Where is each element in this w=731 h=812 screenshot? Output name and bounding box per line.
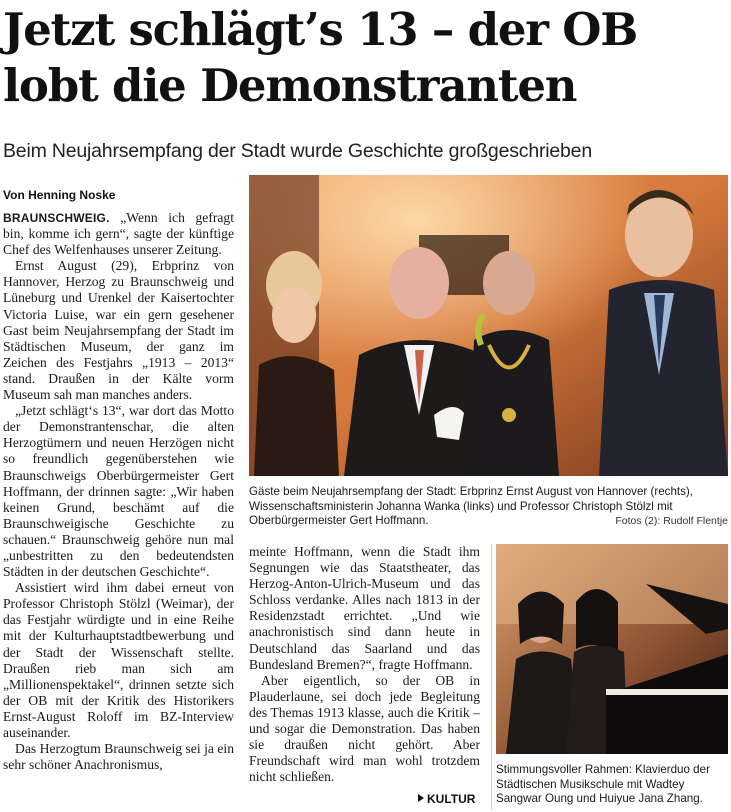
reception-photo-illustration [249, 175, 728, 476]
byline: Von Henning Noske [3, 188, 116, 202]
article-column-1 [3, 210, 234, 810]
piano-duo-photo-illustration [496, 544, 728, 754]
photo-credit: Fotos (2): Rudolf Flentje [615, 515, 728, 527]
dateline: BRAUNSCHWEIG. [3, 211, 110, 225]
paragraph-1-text: „Wenn ich gefragt bin, komme ich gern“, sagte der künftige Chef des Welfenhauses unserer Zeitung. [3, 210, 234, 258]
photo-piano-duo [496, 544, 728, 754]
arrow-right-icon [418, 794, 424, 802]
photo-caption-piano: Stimmungsvoller Rahmen: Klavierduo der Städtischen Musikschule mit Wadtey Sangwar Oung und Huiyue Jana Zhang. [496, 763, 710, 805]
headline: Jetzt schlägt’s 13 – der OB lobt die Demonstranten [3, 3, 638, 112]
column-divider [491, 544, 492, 810]
paragraph-7: Aber eigentlich, so der OB in Plauderlaune, sei doch jede Begleitung des Themas 1913 klasse, auch die Kritik – und sogar die Demonstration. Das haben sie draußen nicht gehört. Aber Freundschaft wird man wohl trotzdem nicht schließen. [249, 672, 480, 784]
paragraph-6: meinte Hoffmann, wenn die Stadt ihm Segnungen wie das Staatstheater, das Herzog-Anton-Ulrich-Museum und das Schloss verdanke. Alles nach 1813 in der Residenzstadt errichtet. „Und wie anachronistisch sind dann heute in Deutschland das Saarland und das Bundesland Bremen?“, fragte Hoffmann. [249, 544, 480, 672]
paragraph-5: Das Herzogtum Braunschweig sei ja ein sehr schöner Anachronismus, [3, 741, 234, 773]
article-column-2 [249, 544, 480, 784]
paragraph-4: Assistiert wird ihm dabei erneut von Professor Christoph Stölzl (Weimar), der das Festjahr würdigte und in eine Reihe mit der Kulturhauptstadtbewerbung und der Stadt der Wissenschaft stellte. Draußen rieb man sich am „Millionenspektakel“, drinnen setzte sich der OB mit der Kritik des Historikers Ernst-August Roloff im BZ-Interview auseinander. [3, 580, 234, 740]
subheadline: Beim Neujahrsempfang der Stadt wurde Geschichte großgeschrieben [3, 140, 592, 162]
paragraph-2: Ernst August (29), Erbprinz von Hannover, Herzog zu Braunschweig und Lüneburg und Urenkel der Kaisertochter Victoria Luise, war ein gern gesehener Gast beim Neujahrsempfang der Stadt im Städtischen Museum, der ganz im Zeichen des Festjahrs „1913 – 2013“ stand. Draußen in der Kälte vorm Museum sah man manches anders. [3, 258, 234, 403]
section-reference-label: KULTUR [427, 792, 476, 806]
photo-caption-reception: Gäste beim Neujahrsempfang der Stadt: Erbprinz Ernst August von Hannover (rechts), Wissenschaftsministerin Johanna Wanka (links) und Professor Christoph Stölzl mit Oberbürgermeister Gert Hoffmann. [249, 485, 693, 527]
section-reference[interactable] [418, 792, 475, 806]
paragraph-3: „Jetzt schlägt‘s 13“, war dort das Motto der Demonstrantenschar, die alten Herzogtümern und neuen Herzögen nicht so freundlich gegenüberstehen wie Braunschweigs Oberbürgermeister Gert Hoffmann, der drinnen sagte: „Wir haben keinen Grund, beschämt auf die Braunschweigische Geschichte zu schauen.“ Braunschweig gehöre nun mal „unbestritten zu den bedeutendsten Städten in der deutschen Geschichte“. [3, 403, 234, 580]
paragraph-1 [3, 210, 234, 258]
photo-reception-guests [249, 175, 728, 476]
